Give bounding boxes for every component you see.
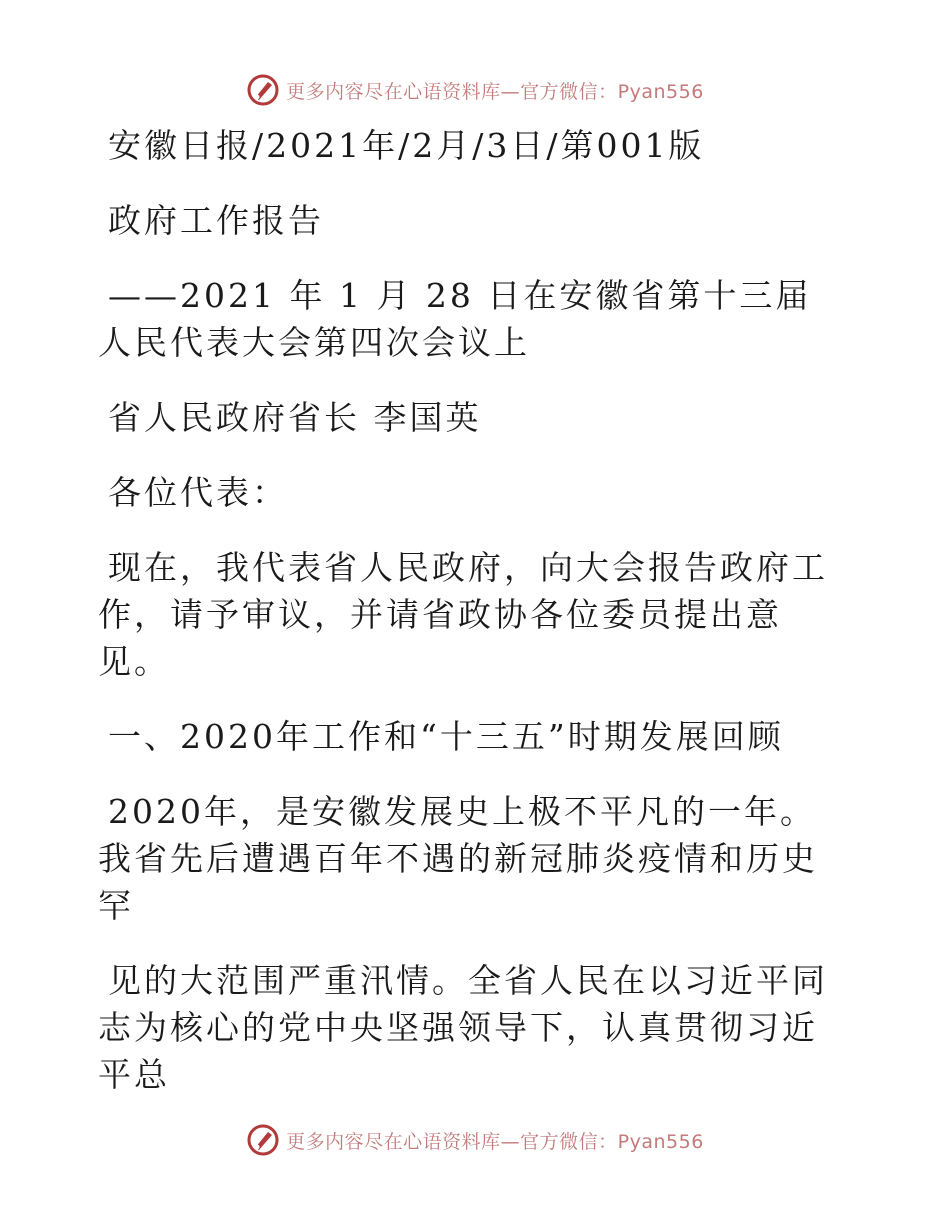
watermark-footer bbox=[0, 1120, 950, 1160]
salutation: 各位代表： bbox=[108, 473, 288, 512]
body-paragraph: 见的大范围严重汛情。全省人民在以习近平同志为核心的党中央坚强领导下，认真贯彻习近平总 bbox=[98, 961, 828, 1094]
pen-circle-icon bbox=[246, 73, 280, 107]
watermark-text: 更多内容尽在心语资料库—官方微信：Pyan556 bbox=[286, 80, 704, 103]
document-body bbox=[98, 122, 838, 1126]
report-author: 省人民政府省长 李国英 bbox=[108, 398, 482, 437]
report-title: 政府工作报告 bbox=[108, 201, 324, 240]
body-paragraph: 2020年，是安徽发展史上极不平凡的一年。我省先后遭遇百年不遇的新冠肺炎疫情和历史罕 bbox=[98, 792, 818, 925]
body-paragraph: 现在，我代表省人民政府，向大会报告政府工作，请予审议，并请省政协各位委员提出意见。 bbox=[98, 548, 828, 681]
pen-circle-icon bbox=[246, 1123, 280, 1157]
newspaper-source-line: 安徽日报/2021年/2月/3日/第001版 bbox=[108, 126, 705, 165]
section-heading: 一、2020年工作和“十三五”时期发展回顾 bbox=[108, 717, 784, 756]
watermark-header bbox=[0, 70, 950, 110]
report-subtitle: ——2021 年 1 月 28 日在安徽省第十三届人民代表大会第四次会议上 bbox=[98, 276, 812, 362]
watermark-text: 更多内容尽在心语资料库—官方微信：Pyan556 bbox=[286, 1130, 704, 1153]
